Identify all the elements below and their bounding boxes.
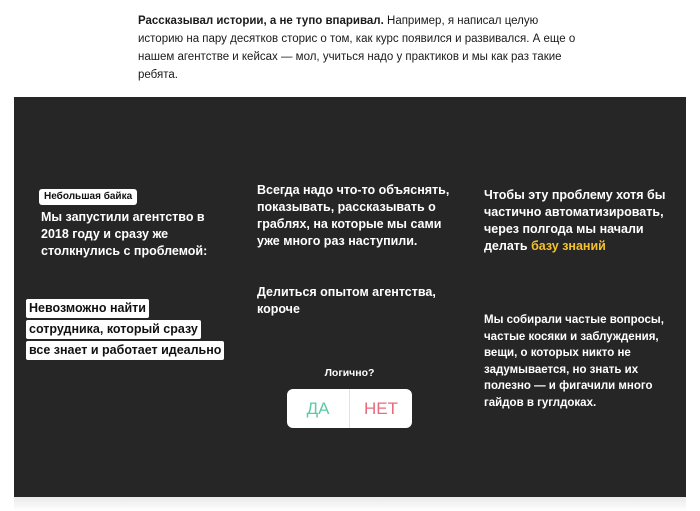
story-badge: Небольшая байка	[39, 189, 137, 205]
intro-paragraph	[138, 12, 578, 84]
highlight-line: Невозможно найти	[26, 299, 149, 318]
highlight-line: все знает и работает идеально	[26, 341, 224, 360]
poll-no-button[interactable]: НЕТ	[350, 389, 412, 428]
poll-widget	[287, 389, 412, 428]
story-2-text-secondary: Делиться опытом агентства, короче	[257, 285, 436, 316]
story-3-text	[484, 187, 684, 255]
story-2-text: Всегда надо что-то объяснять, показывать, рассказывать о граблях, на которые мы сами уже много раз наступили.	[257, 183, 450, 248]
poll-yes-button[interactable]: ДА	[287, 389, 350, 428]
story-1-text: Мы запустили агентство в 2018 году и сразу же столкнулись с проблемой:	[41, 210, 208, 258]
intro-text: Например, я написал целую историю на пару десятков сторис о том, как курс появился и развивался. А еще о нашем агентстве и кейсах — мол, учиться надо у практиков и мы как раз такие ребята.	[138, 15, 576, 81]
story-3-text-main: Чтобы эту проблему хотя бы частично автоматизировать, через полгода мы начали делать	[484, 188, 666, 253]
intro-bold-text: Рассказывал истории, а не тупо впаривал.	[138, 15, 384, 27]
poll-question: Логично?	[324, 367, 375, 379]
story-1-highlight	[26, 299, 236, 362]
panel-shadow	[14, 497, 686, 511]
highlight-line: сотрудника, который сразу	[26, 320, 201, 339]
knowledge-base-accent: базу знаний	[531, 239, 606, 253]
story-3-text-secondary: Мы собирали частые вопросы, частые косяки и заблуждения, вещи, о которых никто не задумывается, но знать их полезно — и фигачили много гайдов в гуглдоках.	[484, 314, 664, 409]
